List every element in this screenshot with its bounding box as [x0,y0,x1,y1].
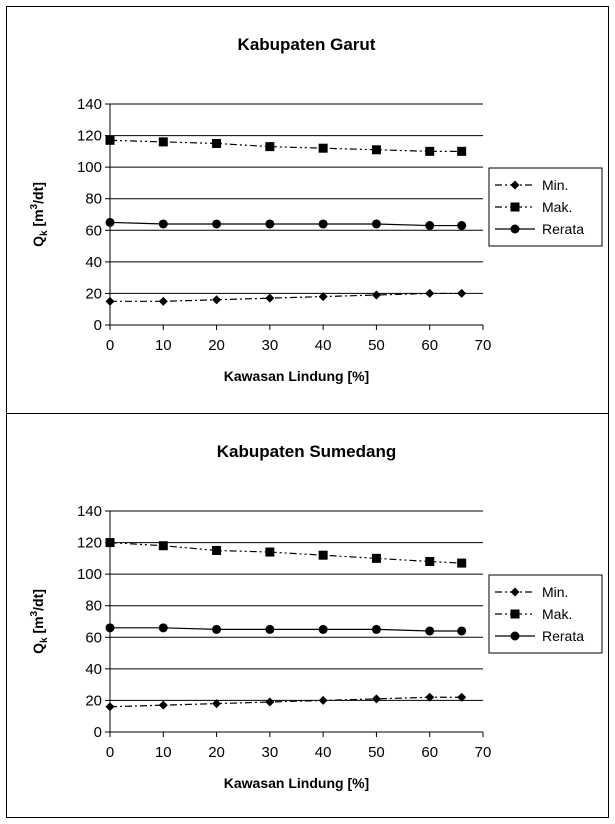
y-tick-label: 100 [76,566,102,584]
legend [489,168,602,246]
y-axis-label: $Q_k$ $[m^3/dt]$ [29,182,50,247]
x-tick-label: 30 [261,744,279,761]
y-tick-label: 140 [76,503,102,520]
x-tick-label: 10 [154,744,172,761]
x-tick-label: 60 [421,744,439,761]
legend-marker [511,632,520,641]
y-tick-label: 20 [85,285,102,303]
x-tick-label: 20 [208,744,225,761]
y-tick-label: 40 [85,660,102,678]
x-tick-label: 0 [105,744,115,761]
y-tick-label: 0 [93,724,102,741]
x-axis-label: Kawasan Lindung [%] [223,775,370,791]
y-axis-label: $Q_k$ $[m^3/dt]$ [29,589,50,654]
data-point [319,551,328,560]
x-tick-label: 40 [314,744,332,761]
x-tick-label: 70 [474,744,492,761]
data-point [106,218,115,227]
y-tick-label: 140 [76,96,102,113]
data-point [212,219,221,228]
legend-label: Rerata [542,221,585,237]
legend-label: Rerata [542,628,585,644]
data-point [425,626,434,635]
chart-panel-garut [6,6,609,414]
x-tick-label: 30 [261,337,279,354]
data-point [265,142,274,151]
data-point [457,559,466,568]
legend-label: Min. [542,177,569,193]
chart-title: Kabupaten Garut [237,35,376,54]
y-tick-label: 100 [76,159,102,177]
legend [489,575,602,653]
data-point [372,219,381,228]
x-tick-label: 0 [105,337,115,354]
chart-garut [7,7,608,413]
chart-panel-sumedang [6,413,609,818]
data-point [319,625,328,634]
legend-label: Mak. [542,199,573,215]
legend-label: Min. [542,584,569,600]
data-point [106,136,115,145]
data-point [372,625,381,634]
data-point [319,219,328,228]
data-point [212,139,221,148]
data-point [372,554,381,563]
legend-marker [511,203,520,212]
data-point [159,623,168,632]
data-point [319,144,328,153]
x-tick-label: 50 [368,337,385,354]
chart-sumedang [7,414,608,817]
data-point [372,145,381,154]
x-tick-label: 40 [314,337,332,354]
legend-marker [511,225,520,234]
x-axis-label: Kawasan Lindung [%] [223,368,370,384]
y-tick-label: 80 [85,597,102,615]
x-tick-label: 20 [208,337,225,354]
data-point [425,557,434,566]
y-tick-label: 60 [85,629,102,647]
data-point [457,147,466,156]
y-tick-label: 120 [76,127,102,145]
y-tick-label: 60 [85,222,102,240]
data-point [159,137,168,146]
chart-title: Kabupaten Sumedang [216,442,397,461]
data-point [106,623,115,632]
data-point [265,548,274,557]
data-point [425,147,434,156]
data-point [212,546,221,555]
data-point [106,538,115,547]
x-tick-label: 10 [154,337,172,354]
data-point [425,221,434,230]
x-tick-label: 70 [474,337,492,354]
data-point [265,625,274,634]
x-tick-label: 60 [421,337,439,354]
legend-label: Mak. [542,606,573,622]
data-point [265,219,274,228]
data-point [457,626,466,635]
data-point [457,221,466,230]
legend-marker [511,610,520,619]
data-point [212,625,221,634]
data-point [159,541,168,550]
data-point [159,219,168,228]
y-tick-label: 0 [93,317,102,334]
y-tick-label: 120 [76,534,102,552]
y-tick-label: 80 [85,190,102,208]
y-tick-label: 20 [85,692,102,710]
y-tick-label: 40 [85,253,102,271]
x-tick-label: 50 [368,744,385,761]
